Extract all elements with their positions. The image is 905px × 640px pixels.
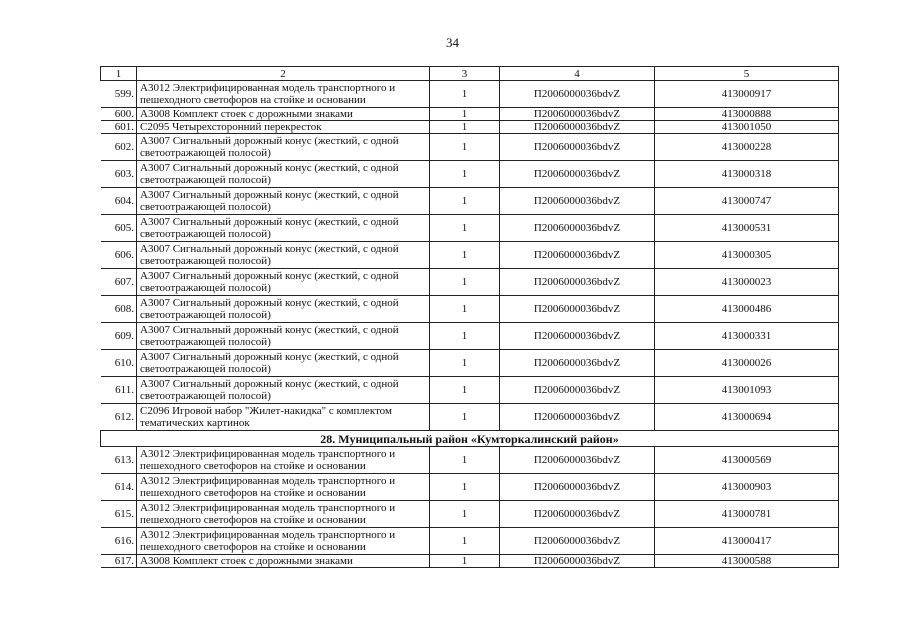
table-row — [101, 404, 839, 431]
row-number-cell: 606. — [101, 242, 137, 269]
code-cell: П2006000036bdvZ — [500, 215, 655, 242]
inventory-number-cell: 413000694 — [655, 404, 839, 431]
item-name-cell: А3008 Комплект стоек с дорожными знаками — [137, 555, 430, 568]
row-number-cell: 609. — [101, 323, 137, 350]
item-name-cell: А3007 Сигнальный дорожный конус (жесткий, с одной светоотражающей полосой) — [137, 377, 430, 404]
code-cell: П2006000036bdvZ — [500, 501, 655, 528]
table-row — [101, 447, 839, 474]
code-cell: П2006000036bdvZ — [500, 188, 655, 215]
code-cell: П2006000036bdvZ — [500, 474, 655, 501]
inventory-number-cell: 413000588 — [655, 555, 839, 568]
item-name-cell: А3007 Сигнальный дорожный конус (жесткий, с одной светоотражающей полосой) — [137, 242, 430, 269]
inventory-number-cell: 413000318 — [655, 161, 839, 188]
quantity-cell: 1 — [430, 269, 500, 296]
item-name-cell: А3012 Электрифицированная модель транспортного и пешеходного светофоров на стойке и основании — [137, 447, 430, 474]
code-cell: П2006000036bdvZ — [500, 161, 655, 188]
table-row — [101, 215, 839, 242]
code-cell: П2006000036bdvZ — [500, 121, 655, 134]
inventory-number-cell: 413000228 — [655, 134, 839, 161]
code-cell: П2006000036bdvZ — [500, 242, 655, 269]
section-header-row — [101, 431, 839, 447]
item-name-cell: А3008 Комплект стоек с дорожными знаками — [137, 108, 430, 121]
code-cell: П2006000036bdvZ — [500, 134, 655, 161]
column-header-1: 1 — [101, 67, 137, 81]
inventory-number-cell: 413000417 — [655, 528, 839, 555]
row-number-cell: 615. — [101, 501, 137, 528]
quantity-cell: 1 — [430, 296, 500, 323]
quantity-cell: 1 — [430, 555, 500, 568]
item-name-cell: А3007 Сигнальный дорожный конус (жесткий, с одной светоотражающей полосой) — [137, 350, 430, 377]
inventory-number-cell: 413001050 — [655, 121, 839, 134]
quantity-cell: 1 — [430, 121, 500, 134]
row-number-cell: 605. — [101, 215, 137, 242]
table-row — [101, 242, 839, 269]
table-row — [101, 108, 839, 121]
code-cell: П2006000036bdvZ — [500, 555, 655, 568]
page-number: 34 — [446, 35, 459, 50]
table-body — [101, 67, 839, 568]
item-name-cell: А3007 Сигнальный дорожный конус (жесткий, с одной светоотражающей полосой) — [137, 161, 430, 188]
code-cell: П2006000036bdvZ — [500, 296, 655, 323]
row-number-cell: 604. — [101, 188, 137, 215]
code-cell: П2006000036bdvZ — [500, 350, 655, 377]
row-number-cell: 607. — [101, 269, 137, 296]
section-title: 28. Муниципальный район «Кумторкалинский район» — [101, 431, 839, 447]
table-row — [101, 161, 839, 188]
item-name-cell: А3012 Электрифицированная модель транспортного и пешеходного светофоров на стойке и основании — [137, 501, 430, 528]
inventory-number-cell: 413000023 — [655, 269, 839, 296]
table-row — [101, 121, 839, 134]
table-row — [101, 296, 839, 323]
column-number-row — [101, 67, 839, 81]
code-cell: П2006000036bdvZ — [500, 108, 655, 121]
quantity-cell: 1 — [430, 350, 500, 377]
quantity-cell: 1 — [430, 377, 500, 404]
table-row — [101, 501, 839, 528]
table-row — [101, 323, 839, 350]
quantity-cell: 1 — [430, 474, 500, 501]
item-name-cell: А3007 Сигнальный дорожный конус (жесткий, с одной светоотражающей полосой) — [137, 296, 430, 323]
quantity-cell: 1 — [430, 215, 500, 242]
quantity-cell: 1 — [430, 404, 500, 431]
item-name-cell: А3007 Сигнальный дорожный конус (жесткий, с одной светоотражающей полосой) — [137, 323, 430, 350]
item-name-cell: С2096 Игровой набор "Жилет-накидка" с комплектом тематических картинок — [137, 404, 430, 431]
inventory-number-cell: 413000888 — [655, 108, 839, 121]
item-name-cell: А3012 Электрифицированная модель транспортного и пешеходного светофоров на стойке и основании — [137, 81, 430, 108]
quantity-cell: 1 — [430, 134, 500, 161]
table-row — [101, 350, 839, 377]
row-number-cell: 616. — [101, 528, 137, 555]
table-row — [101, 528, 839, 555]
item-name-cell: А3007 Сигнальный дорожный конус (жесткий, с одной светоотражающей полосой) — [137, 188, 430, 215]
inventory-number-cell: 413000305 — [655, 242, 839, 269]
row-number-cell: 608. — [101, 296, 137, 323]
inventory-number-cell: 413000917 — [655, 81, 839, 108]
row-number-cell: 600. — [101, 108, 137, 121]
quantity-cell: 1 — [430, 161, 500, 188]
inventory-number-cell: 413000026 — [655, 350, 839, 377]
item-name-cell: С2095 Четырехсторонний перекресток — [137, 121, 430, 134]
quantity-cell: 1 — [430, 501, 500, 528]
row-number-cell: 603. — [101, 161, 137, 188]
column-header-5: 5 — [655, 67, 839, 81]
table-row — [101, 377, 839, 404]
row-number-cell: 599. — [101, 81, 137, 108]
row-number-cell: 611. — [101, 377, 137, 404]
table-row — [101, 188, 839, 215]
quantity-cell: 1 — [430, 242, 500, 269]
inventory-number-cell: 413001093 — [655, 377, 839, 404]
table-row — [101, 134, 839, 161]
code-cell: П2006000036bdvZ — [500, 528, 655, 555]
row-number-cell: 610. — [101, 350, 137, 377]
code-cell: П2006000036bdvZ — [500, 447, 655, 474]
row-number-cell: 601. — [101, 121, 137, 134]
inventory-number-cell: 413000486 — [655, 296, 839, 323]
column-header-4: 4 — [500, 67, 655, 81]
inventory-number-cell: 413000747 — [655, 188, 839, 215]
item-name-cell: А3007 Сигнальный дорожный конус (жесткий, с одной светоотражающей полосой) — [137, 134, 430, 161]
item-name-cell: А3007 Сигнальный дорожный конус (жесткий, с одной светоотражающей полосой) — [137, 215, 430, 242]
quantity-cell: 1 — [430, 188, 500, 215]
row-number-cell: 617. — [101, 555, 137, 568]
quantity-cell: 1 — [430, 108, 500, 121]
inventory-table — [100, 66, 839, 568]
inventory-number-cell: 413000331 — [655, 323, 839, 350]
row-number-cell: 602. — [101, 134, 137, 161]
code-cell: П2006000036bdvZ — [500, 81, 655, 108]
row-number-cell: 613. — [101, 447, 137, 474]
table-row — [101, 269, 839, 296]
item-name-cell: А3012 Электрифицированная модель транспортного и пешеходного светофоров на стойке и основании — [137, 528, 430, 555]
table-row — [101, 474, 839, 501]
quantity-cell: 1 — [430, 528, 500, 555]
code-cell: П2006000036bdvZ — [500, 323, 655, 350]
code-cell: П2006000036bdvZ — [500, 377, 655, 404]
table-row — [101, 81, 839, 108]
table-row — [101, 555, 839, 568]
column-header-2: 2 — [137, 67, 430, 81]
inventory-number-cell: 413000903 — [655, 474, 839, 501]
quantity-cell: 1 — [430, 447, 500, 474]
inventory-number-cell: 413000569 — [655, 447, 839, 474]
inventory-number-cell: 413000531 — [655, 215, 839, 242]
item-name-cell: А3007 Сигнальный дорожный конус (жесткий, с одной светоотражающей полосой) — [137, 269, 430, 296]
row-number-cell: 614. — [101, 474, 137, 501]
quantity-cell: 1 — [430, 81, 500, 108]
column-header-3: 3 — [430, 67, 500, 81]
inventory-number-cell: 413000781 — [655, 501, 839, 528]
row-number-cell: 612. — [101, 404, 137, 431]
code-cell: П2006000036bdvZ — [500, 404, 655, 431]
quantity-cell: 1 — [430, 323, 500, 350]
item-name-cell: А3012 Электрифицированная модель транспортного и пешеходного светофоров на стойке и основании — [137, 474, 430, 501]
code-cell: П2006000036bdvZ — [500, 269, 655, 296]
